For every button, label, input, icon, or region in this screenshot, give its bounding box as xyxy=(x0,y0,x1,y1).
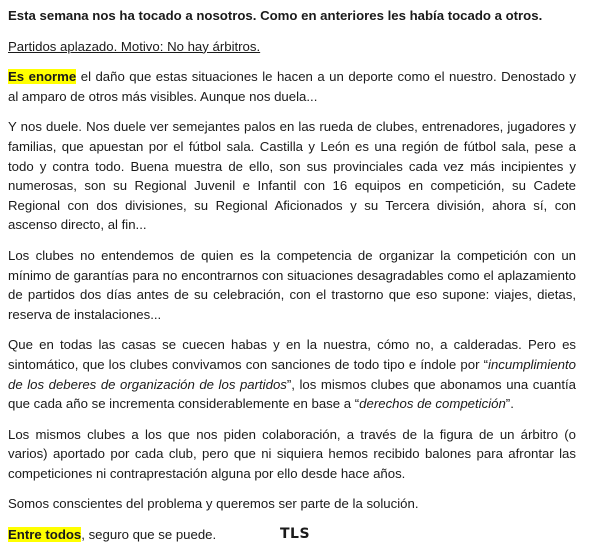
highlight-entre-todos: Entre todos xyxy=(8,527,82,543)
paragraph-5: Los mismos clubes a los que nos piden colaboración, a través de la figura de un árbitro (o varios) aportado por cada club, pero que ni siquiera hemos recibido balones para afrontar las competiciones ni contraprestación alguna por ello desde hace años. xyxy=(8,426,576,481)
paragraph-4 xyxy=(8,335,576,413)
signature: TLS xyxy=(279,526,311,542)
paragraph-4-italic-1: incumplimiento de los deberes de organización de los partidos xyxy=(8,356,576,392)
highlight-es-enorme: Es enorme xyxy=(8,69,77,85)
paragraph-1 xyxy=(8,67,576,106)
paragraph-2: Y nos duele. Nos duele ver semejantes palos en las rueda de clubes, entrenadores, jugadores y familias, que apuestan por el fútbol sala. Castilla y León es una región de fútbol sala, pese a todo y contra todo. Buena muestra de ello, son sus provinciales cada vez más incipientes y numerosas, son su Regional Juvenil e Infantil con 16 equipos en competición, su Cadete Regional con dos divisiones, su Regional Aficionados y su Tercera división, ahora sí, con ascenso directo, al fin... xyxy=(8,119,576,233)
paragraph-4-part-1: Que en todas las casas se cuecen habas y en la nuestra, cómo no, a calderadas. Pero es sintomático, que los clubes convivamos con sanciones de todo tipo e índole por “ xyxy=(8,337,576,372)
paragraph-6: Somos conscientes del problema y queremos ser parte de la solución. xyxy=(8,496,419,512)
paragraph-3: Los clubes no entendemos de quien es la competencia de organizar la competición con un mínimo de garantías para no encontrarnos con situaciones desagradables como el aplazamiento de partidos dos días antes de su celebración, con el trastorno que eso supone: viajes, dietas, reserva de instalaciones... xyxy=(8,247,576,322)
paragraph-4-part-2: ”, los mismos clubes que abonamos una cuantía que cada año se incrementa considerablemente en base a “ xyxy=(8,376,576,412)
paragraph-4-italic-2: derechos de competición xyxy=(359,396,506,412)
document-body xyxy=(8,6,576,556)
headline: Esta semana nos ha tocado a nosotros. Como en anteriores les había tocado a otros. xyxy=(8,8,543,23)
paragraph-7-text: , seguro que se puede. xyxy=(81,527,217,543)
paragraph-4-part-3: ”. xyxy=(505,396,514,412)
subtitle: Partidos aplazado. Motivo: No hay árbitros. xyxy=(8,38,261,54)
paragraph-1-text: el daño que estas situaciones le hacen a un deporte como el nuestro. Denostado y al amparo de otros más visibles. Aunque nos duela... xyxy=(8,69,576,104)
